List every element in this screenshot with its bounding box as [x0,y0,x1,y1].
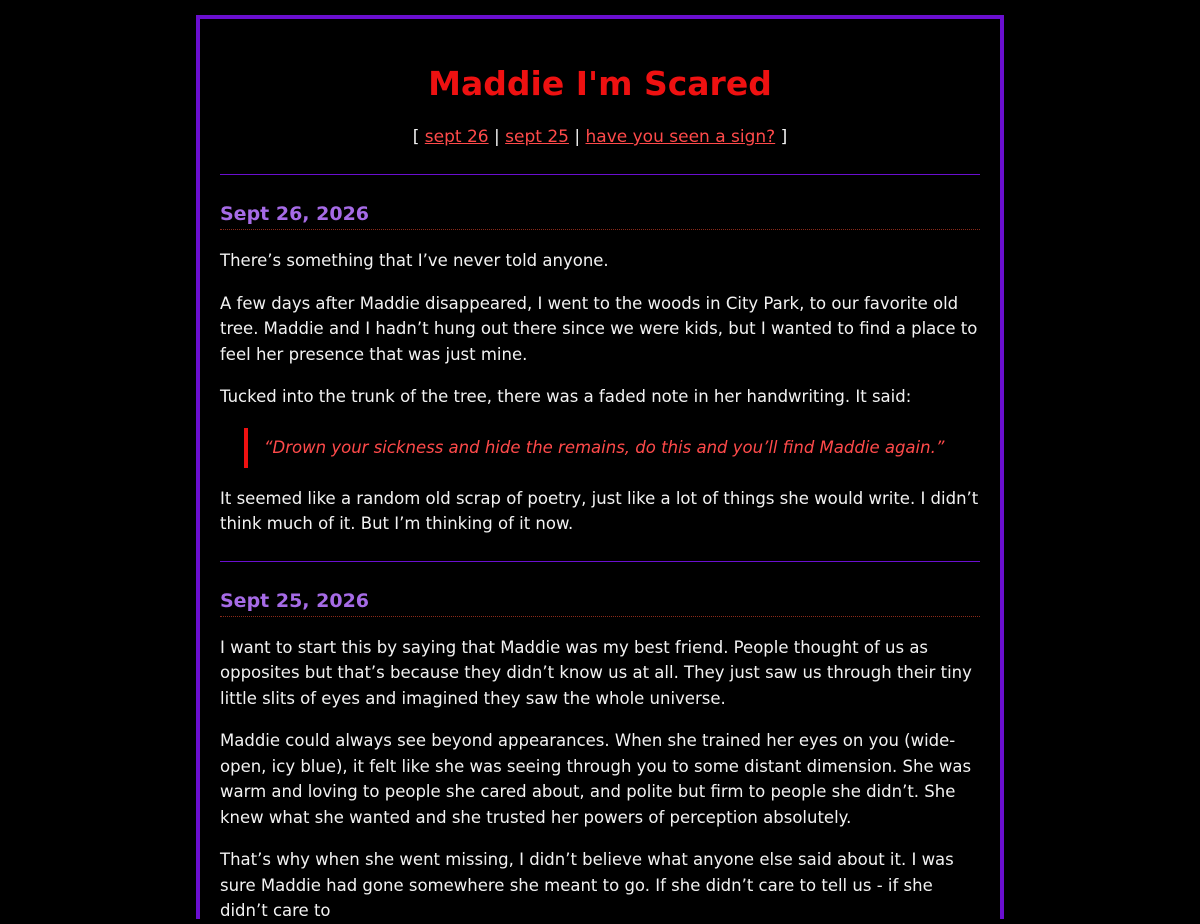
site-title: Maddie I'm Scared [428,64,772,103]
header-divider [220,174,980,175]
nav-open-bracket: [ [412,127,420,147]
nav-link-sept-25[interactable]: sept 25 [505,127,569,147]
post-paragraph: That’s why when she went missing, I didn’t believe what anyone else said about it. I was sure Maddie had gone somewhere she meant to go. If she didn’t care to tell us - if she didn’t care to [220,850,954,920]
post-paragraph: It seemed like a random old scrap of poetry, just like a lot of things she would write. I didn’t think much of it. But I’m thinking of it now. [220,488,979,533]
post-paragraph: A few days after Maddie disappeared, I went to the woods in City Park, to our favorite old tree. Maddie and I hadn’t hung out there since we were kids, but I wanted to find a place to feel her presence that was just mine. [220,293,978,364]
nav-separator: | [494,127,500,147]
post-quote: “Drown your sickness and hide the remains, do this and you’ll find Maddie again.” [244,428,980,468]
post-sept-26 [220,201,980,537]
page-content [200,19,1000,924]
nav-separator: | [574,127,581,147]
post-paragraph: I want to start this by saying that Maddie was my best friend. People thought of us as opposites but that’s because they didn’t know us at all. They just saw us through their tiny little slits of eyes and imagined they saw the whole universe. [220,637,972,708]
date-navigation [220,125,980,149]
post-paragraph: Tucked into the trunk of the tree, there was a faded note in her handwriting. It said: [220,387,912,406]
post-paragraph: There’s something that I’ve never told anyone. [220,251,609,270]
post-sept-25 [220,588,980,924]
post-date: Sept 25, 2026 [220,588,980,617]
nav-link-have-you-seen-a-sign[interactable]: have you seen a sign? [585,127,776,147]
post-date: Sept 26, 2026 [220,201,980,230]
post-paragraph: Maddie could always see beyond appearances. When she trained her eyes on you (wide-open, icy blue), it felt like she was seeing through you to some distant dimension. She was warm and loving to people she cared about, and polite but firm to people she didn’t. She knew what she wanted and she trusted her powers of perception absolutely. [220,731,972,827]
post-divider [220,561,980,562]
page-frame [196,15,1004,919]
nav-close-bracket: ] [780,127,788,147]
nav-link-sept-26[interactable]: sept 26 [424,127,489,147]
